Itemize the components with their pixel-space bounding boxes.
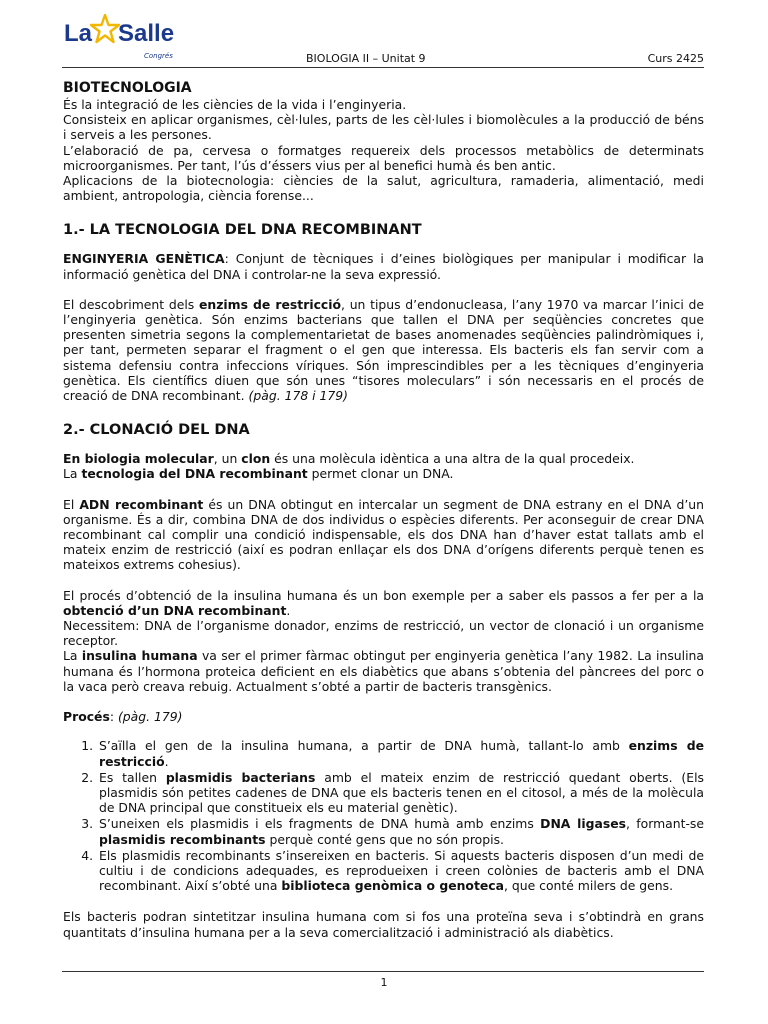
section-1-heading: 1.- LA TECNOLOGIA DEL DNA RECOMBINANT bbox=[63, 222, 422, 239]
recombinant-tech-line: La tecnologia del DNA recombinant permet clonar un DNA. bbox=[63, 466, 454, 482]
clone-definition: En biologia molecular, un clon és una molècula idèntica a una altra de la qual procedeix. bbox=[63, 451, 635, 467]
footer-divider bbox=[62, 971, 704, 972]
header-course-title: BIOLOGIA II – Unitat 9 bbox=[306, 52, 426, 65]
intro-paragraph: Consisteix en aplicar organismes, cèl·lules, parts de les cèl·lules i biomolècules a la producció de béns i serveis a les persones. bbox=[63, 112, 704, 143]
page-header bbox=[62, 14, 704, 66]
intro-title: BIOTECNOLOGIA bbox=[63, 80, 192, 96]
bold-term: enzims de restricció bbox=[198, 296, 342, 312]
requirements-paragraph: Necessitem: DNA de l’organisme donador, enzims de restricció, un vector de clonació i un organisme receptor. bbox=[63, 618, 704, 649]
header-course-year: Curs 2425 bbox=[647, 52, 704, 65]
page-number: 1 bbox=[380, 976, 388, 989]
genetic-engineering-definition: ENGINYERIA GENÈTICA: Conjunt de tècniques i d’eines biològiques per manipular i modificar la informació genètica del DNA i controlar-ne la seva expressió. bbox=[63, 251, 704, 282]
logo-salle-text: Salle bbox=[118, 20, 175, 47]
intro-paragraph: L’elaboració de pa, cervesa o formatges requereix dels processos metabòlics de determinats microorganismes. Per tant, l’ús d’éssers vius per al benefici humà és ben antic. bbox=[63, 142, 704, 173]
restriction-enzymes-paragraph: El descobriment dels enzims de restricció, un tipus d’endonucleasa, l’any 1970 va marcar l’inici de l’enginyeria genètica. Són enzims bacterians que tallen el DNA per seqüències concretes que presenten simetria segons la complementarietat de bases anomenades seqüències palindròmiques i, per tant, permeten separar el fragment o el gen que interessa. Els bacteris els fan servir com a sistema defensiu contra infeccions víriques. Són imprescindibles per a les tècniques d’enginyeria genètica. Els científics diuen que són unes “tisores moleculars” i són necessaris en el procés de creació de DNA recombinant. (pàg. 178 i 179) bbox=[63, 296, 704, 404]
star-icon bbox=[90, 14, 120, 44]
insulin-example-paragraph: El procés d’obtenció de la insulina humana és un bon exemple per a saber els passos a fer per a la obtenció d’un DNA recombinant. bbox=[63, 587, 704, 618]
process-label: Procés: (pàg. 179) bbox=[63, 709, 183, 725]
header-divider bbox=[62, 67, 704, 68]
la-salle-logo bbox=[62, 14, 182, 66]
list-item: 4. Els plasmidis recombinants s’insereixen en bacteris. Si aquests bacteris disposen d’un medi de cultiu i de condicions adequades, es reprodueixen i creen colònies de bacteris amb el DNA recombinant. Així s’obté una biblioteca genòmica o genoteca, que conté milers de gens. bbox=[97, 848, 704, 894]
recombinant-dna-paragraph: El ADN recombinant és un DNA obtingut en intercalar un segment de DNA estrany en el DNA d’un organisme. És a dir, combina DNA de dos individus o espècies diferents. Per aconseguir de crear DNA recombinant cal complir una condició indispensable, els dos DNA han d’haver estat tallats amb el mateix enzim de restricció (així es podran enllaçar els dos DNA d’orígens diferents perquè tenen es mateixos extrems cohesius). bbox=[63, 496, 704, 573]
closing-paragraph: Els bacteris podran sintetitzar insulina humana com si fos una proteïna seva i s’obtindrà en grans quantitats d’insulina humana per a la seva comercialització i administració als diabètics. bbox=[63, 909, 704, 940]
document-body bbox=[63, 80, 704, 940]
intro-paragraph: És la integració de les ciències de la vida i l’enginyeria. bbox=[63, 97, 407, 112]
bold-term: ENGINYERIA GENÈTICA bbox=[63, 251, 225, 267]
list-item: 2. Es tallen plasmidis bacterians amb el mateix enzim de restricció quedant oberts. (Els plasmidis són petites cadenes de DNA que els bacteris tenen en el citosol, a més de la molècula de DNA principal que constitueix els eu material genètic). bbox=[97, 770, 704, 816]
list-item: 1. S’aïlla el gen de la insulina humana, a partir de DNA humà, tallant-lo amb enzims de restricció. bbox=[97, 738, 704, 768]
process-steps-list bbox=[63, 738, 704, 893]
section-2-heading: 2.- CLONACIÓ DEL DNA bbox=[63, 422, 250, 439]
page-reference: (pàg. 179) bbox=[117, 709, 183, 725]
logo-la-text: La bbox=[64, 20, 93, 47]
list-item: 3. S’uneixen els plasmidis i els fragments de DNA humà amb enzims DNA ligases, formant-se plasmidis recombinants perquè conté gens que no són propis. bbox=[97, 816, 704, 846]
page-reference: (pàg. 178 i 179) bbox=[248, 388, 349, 404]
human-insulin-paragraph: La insulina humana va ser el primer fàrmac obtingut per enginyeria genètica l’any 1982. La insulina humana és l’hormona proteica deficient en els diabètics que abans s’obtenia del pàncrees del porc o la vaca però creava rebuig. Actualment s’obté a partir de bacteris transgènics. bbox=[63, 648, 704, 694]
logo-subtitle: Congrés bbox=[144, 52, 173, 60]
intro-paragraph: Aplicacions de la biotecnologia: ciències de la salut, agricultura, ramaderia, alimentació, medi ambient, antropologia, ciència forense... bbox=[63, 173, 704, 204]
